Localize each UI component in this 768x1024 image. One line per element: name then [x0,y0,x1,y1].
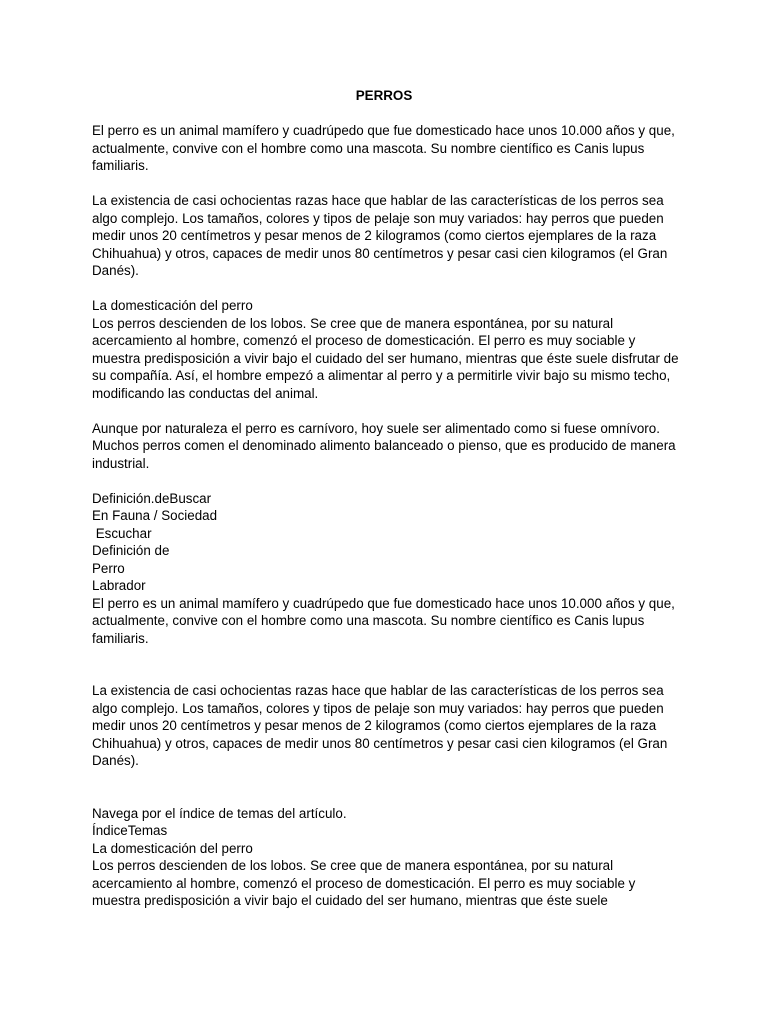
document-title: PERROS [355,88,413,103]
paragraph-breeds: La existencia de casi ochocientas razas hace que hablar de las características de los perros sea algo complejo. Los tamaños, colores y tipos de pelaje son muy variados: hay perros que pueden medir unos 20 centímetros y pesar menos de 2 kilogramos (como ciertos ejemplares de la raza Chihuahua) y otros, capaces de medir unos 80 centímetros y pesar casi cien kilogramos (el Gran Danés). [92,193,668,278]
paragraph-diet: Aunque por naturaleza el perro es carnívoro, hoy suele ser alimentado como si fuese omnívoro. Muchos perros comen el denominado alimento balanceado o pienso, que es producido de manera industrial. [92,420,676,471]
index-label: ÍndiceTemas [92,823,168,838]
list-line: Escuchar [92,525,152,541]
section-heading-domestication-repeat: La domesticación del perro [92,840,253,856]
document-body [92,122,682,910]
list-line: Definición de [92,543,170,558]
list-line: Labrador [92,578,146,593]
list-line: Definición.deBuscar [92,490,212,506]
paragraph-domestication-repeat: Los perros descienden de los lobos. Se cree que de manera espontánea, por su natural acercamiento al hombre, comenzó el proceso de domesticación. El perro es muy sociable y muestra predisposición a vivir bajo el cuidado del ser humano, mientras que éste suele [92,858,636,908]
paragraph-intro: El perro es un animal mamífero y cuadrúpedo que fue domesticado hace unos 10.000 años y que, actualmente, convive con el hombre como una mascota. Su nombre científico es Canis lupus familiaris. [92,123,675,173]
paragraph-breeds-repeat: La existencia de casi ochocientas razas hace que hablar de las características de los perros sea algo complejo. Los tamaños, colores y tipos de pelaje son muy variados: hay perros que pueden medir unos 20 centímetros y pesar menos de 2 kilogramos (como ciertos ejemplares de la raza Chihuahua) y otros, capaces de medir unos 80 centímetros y pesar casi cien kilogramos (el Gran Danés). [92,683,668,768]
nav-instruction: Navega por el índice de temas del artículo. [92,805,347,821]
list-line: Perro [92,560,125,576]
section-heading-domestication: La domesticación del perro [92,298,253,313]
paragraph-intro-repeat: El perro es un animal mamífero y cuadrúpedo que fue domesticado hace unos 10.000 años y que, actualmente, convive con el hombre como una mascota. Su nombre científico es Canis lupus familiaris. [92,595,675,646]
list-line: En Fauna / Sociedad [92,508,218,523]
paragraph-domestication: Los perros descienden de los lobos. Se cree que de manera espontánea, por su natural acercamiento al hombre, comenzó el proceso de domesticación. El perro es muy sociable y muestra predisposición a vivir bajo el cuidado del ser humano, mientras que éste suele disfrutar de su compañía. Así, el hombre empezó a alimentar al perro y a permitirle vivir bajo su mismo techo, modificando las conductas del animal. [92,315,679,401]
pasted-web-lines [92,490,682,595]
